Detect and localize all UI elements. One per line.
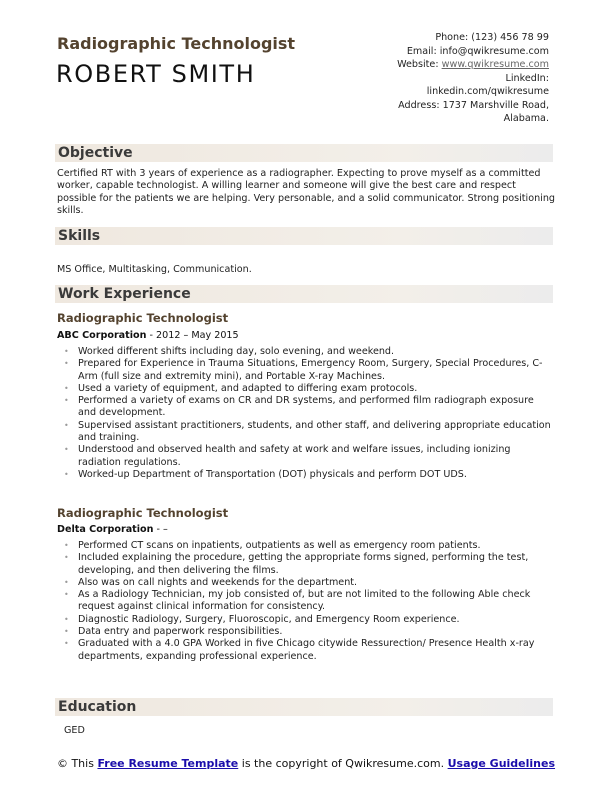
job-title-1: Radiographic Technologist <box>57 311 229 325</box>
list-item: • Included explaining the procedure, getting the appropriate forms signed, performing the test, developing, and then delivering the films. <box>64 552 554 577</box>
objective-heading: Objective <box>55 144 553 162</box>
list-item: • Graduated with a 4.0 GPA Worked in five Chicago citywide Ressurection/ Presence Health x-ray departments, expanding professional experience. <box>64 638 554 663</box>
list-item: • As a Radiology Technician, my job consisted of, but are not limited to the following Able check request against clinical information for consistency. <box>64 589 554 614</box>
usage-guidelines-link[interactable]: Usage Guidelines <box>447 757 556 770</box>
candidate-name: ROBERT SMITH <box>56 60 256 88</box>
job-title: Radiographic Technologist <box>57 34 296 53</box>
skills-text: MS Office, Multitasking, Communication. <box>57 264 252 275</box>
website-label: Website: <box>397 59 442 70</box>
experience-heading: Work Experience <box>55 285 553 303</box>
phone: Phone: (123) 456 78 99 <box>435 32 549 43</box>
linkedin-label: LinkedIn: <box>505 72 549 84</box>
list-item: • Worked-up Department of Transportation (DOT) physicals and perform DOT UDS. <box>64 469 554 481</box>
address: Address: 1737 Marshville Road, <box>398 99 549 111</box>
contact-info <box>359 31 549 126</box>
list-item: • Understood and observed health and safety at work and welfare issues, including ionizing radiation regulations. <box>64 444 554 469</box>
list-item: • Prepared for Experience in Trauma Situations, Emergency Room, Surgery, Special Procedures, C-Arm (full size and extremity mini), and Portable X-ray Machines. <box>64 358 554 383</box>
email: Email: info@qwikresume.com <box>406 45 549 57</box>
address-state: Alabama. <box>503 113 549 124</box>
list-item: • Performed CT scans on inpatients, outpatients as well as emergency room patients. <box>64 540 554 552</box>
linkedin: linkedin.com/qwikresume <box>426 86 549 97</box>
objective-text: Certified RT with 3 years of experience as a radiographer. Expecting to prove myself as a committed worker, capable technologist. A willing learner and someone will give the best care and respect possible for the patients we are helping. Very personable, and a solid communicator. Strong positioning skills. <box>57 168 555 217</box>
website-link[interactable]: www.qwikresume.com <box>441 59 549 70</box>
skills-heading: Skills <box>55 227 553 245</box>
list-item: • Data entry and paperwork responsibilities. <box>64 626 554 638</box>
job-1-bullets <box>64 346 554 481</box>
list-item: • Also was on call nights and weekends for the department. <box>64 577 554 589</box>
job-title-2: Radiographic Technologist <box>57 506 229 520</box>
company-2: Delta Corporation - – <box>57 524 168 535</box>
education-heading: Education <box>55 698 553 716</box>
list-item: • Worked different shifts including day, solo evening, and weekend. <box>64 346 554 358</box>
list-item: • Supervised assistant practitioners, students, and other staff, and delivering appropriate education and training. <box>64 420 554 445</box>
company-1: ABC Corporation - 2012 – May 2015 <box>57 330 239 341</box>
copyright-footer: © This Free Resume Template is the copyright of Qwikresume.com. Usage Guidelines <box>56 757 556 770</box>
list-item: • Used a variety of equipment, and adapted to differing exam protocols. <box>64 383 554 395</box>
free-resume-template-link[interactable]: Free Resume Template <box>97 757 239 770</box>
list-item: • Diagnostic Radiology, Surgery, Fluoroscopic, and Emergency Room experience. <box>64 614 554 626</box>
education-text: GED <box>64 725 85 736</box>
list-item: • Performed a variety of exams on CR and DR systems, and performed film radiograph exposure and development. <box>64 395 554 420</box>
job-2-bullets <box>64 540 554 663</box>
